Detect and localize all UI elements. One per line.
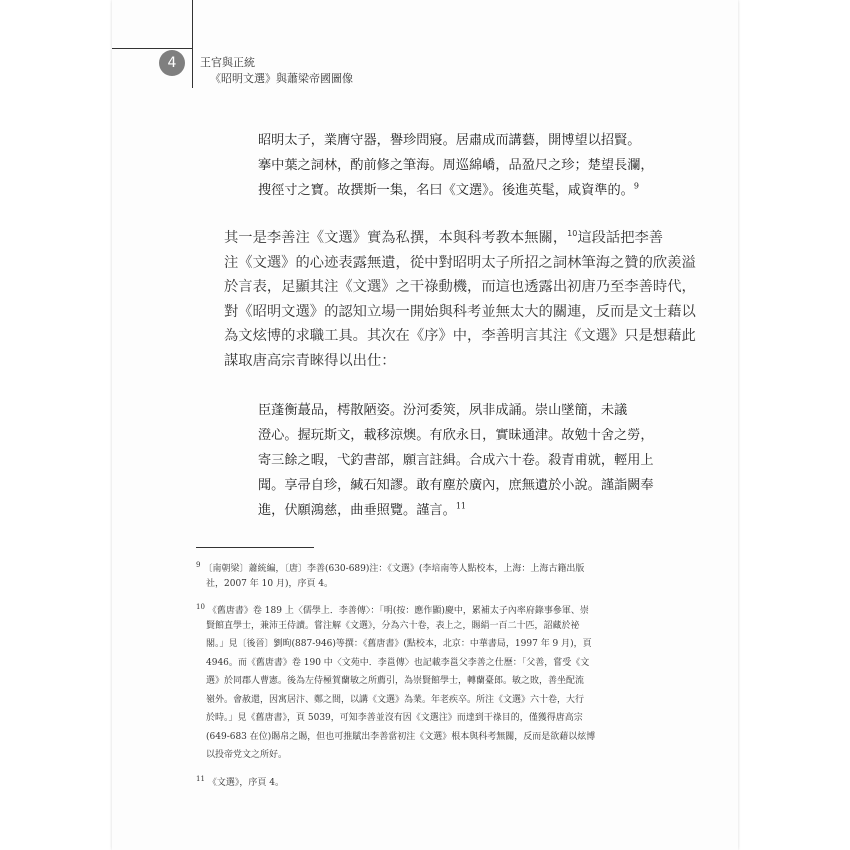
footnote-ref[interactable]: 11 [455, 501, 466, 511]
footnote-separator [196, 547, 314, 548]
footnote-line: (649-683 在位)賜帛之賜，但也可推賦出李善當初注《文選》根本與科考無關，反而是欲藉以炫博 [206, 731, 596, 742]
page-number-badge: 4 [159, 50, 185, 76]
footnote-line: 4946。而《舊唐書》卷 190 中〈文苑中．李邕傳〉也記載李邕父李善之仕歷：「父善，嘗受《文 [206, 657, 590, 668]
body-line: 其一是李善注《文選》實為私撰，本與科考教本無關，$^{10}$這段話把李善 [224, 229, 664, 246]
footnote-line: $^{11}$ 《文選》，序頁 4。 [196, 774, 285, 788]
footnote-line: $^9$ 〔南朝梁〕蕭統編，〔唐〕李善(630-689)注：《文選》(李培南等人點校本，上海：上海古籍出版 [196, 561, 585, 574]
header-horizontal-rule [112, 48, 192, 49]
quote-text: 搜徑寸之寶。故撰斯一集，名曰《文選》。後進英髦，咸資準的。 [258, 183, 634, 198]
footnote-number: 9 [196, 561, 201, 569]
footnote-ref[interactable]: 9 [633, 181, 639, 191]
body-line: 謀取唐高宗青睞得以出仕： [224, 352, 396, 369]
footnotes [196, 556, 656, 793]
footnote-line: $^{10}$ 《舊唐書》卷 189 上〈儒學上．李善傳〉：「明(按：應作顯)慶中，累補太子內率府錄事參軍、崇 [196, 603, 589, 616]
quote-line: 寄三餘之暇，弋釣書部，願言註緝。合成六十卷。殺青甫就，輕用上 [258, 453, 654, 468]
quote-line: 臣蓬衡蕞品，樗散陋姿。汾河委筴，夙非成誦。崇山墜簡，未議 [258, 403, 628, 418]
body-line: 於言表，足顯其注《文選》之干祿動機，而這也透露出初唐乃至李善時代， [224, 279, 696, 295]
body-line: 為文炫博的求職工具。其次在《序》中，李善明言其注《文選》只是想藉此 [224, 328, 696, 344]
body-line: 對《昭明文選》的認知立場一開始與科考並無太大的關連，反而是文士藉以 [224, 303, 696, 320]
footnote-line: 嶺外。會赦還，因寓居汴、鄭之間，以講《文選》為業。年老疾卒。所注《文選》六十卷，大行 [206, 694, 585, 705]
quote-line: 昭明太子，業膺守器，譽珍問寢。居肅成而講藝，開博望以招賢。 [258, 133, 641, 148]
quote-line: 搴中葉之詞林，酌前修之筆海。周巡綿嶠，品盈尺之珍；楚望長瀾， [258, 158, 654, 173]
footnote-line: 以投帝党文之所好。 [206, 750, 288, 760]
footnote-9 [196, 556, 656, 593]
footnote-number: 11 [196, 774, 205, 783]
quote-line [258, 178, 678, 203]
running-subtitle: 《昭明文選》與蕭梁帝國圖像 [210, 72, 353, 85]
footnote-ref[interactable]: 10 [567, 229, 578, 239]
footnote-11 [196, 770, 656, 789]
body-line: 注《文選》的心迹表露無遺，從中對昭明太子所招之詞林筆海之贊的欣羨溢 [224, 254, 696, 271]
footnote-line: 選》於同郡人曹憲。後為左侍極賀蘭敏之所薦引，為崇賢館學士，轉蘭臺郎。敏之敗，善坐配流 [206, 676, 585, 686]
header-vertical-rule [192, 0, 193, 88]
footnote-line: 閣。」見〔後晉〕劉昫(887-946)等撰：《舊唐書》(點校本，北京：中華書局，1997 年 9 月)，頁 [206, 639, 592, 649]
quote-line: 聞。享帚自珍，緘石知謬。敢有塵於廣內，庶無遺於小說。謹詣闕奉 [258, 478, 654, 493]
body-paragraph [224, 226, 696, 373]
footnote-line: 於時。」見《舊唐書》，頁 5039，可知李善並沒有因《文選注》而達到干祿目的，僅獲得唐高宗 [206, 713, 583, 723]
running-title: 王官與正統 [200, 56, 255, 69]
footnote-line: 社，2007 年 10 月)，序頁 4。 [206, 578, 334, 589]
footnote-10 [196, 598, 656, 765]
block-quote-1 [258, 128, 678, 203]
quote-line: 澄心。握玩斯文，載移涼燠。有欣永日，實昧通津。故勉十舍之勞， [258, 428, 654, 443]
footnote-number: 10 [196, 603, 205, 611]
quote-line [258, 498, 678, 523]
footnote-line: 賢館直學士，兼沛王侍讀。嘗注解《文選》，分為六十卷，表上之，賜絹一百二十匹，詔藏於祕 [206, 620, 580, 631]
quote-text: 進，伏願鴻慈，曲垂照覽。謹言。 [258, 503, 456, 518]
block-quote-2 [258, 398, 678, 523]
